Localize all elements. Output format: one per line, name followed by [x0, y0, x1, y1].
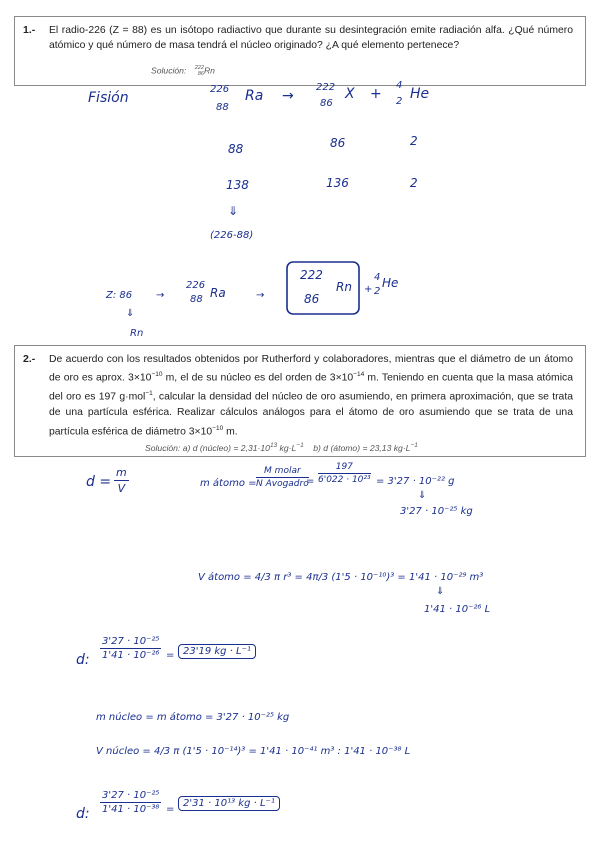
hw-avog-frac: $\frac{197}{\text{6'022 · 10²³}}$: [318, 462, 371, 485]
problem-number: 2.-: [23, 353, 36, 365]
hw-row-a-1: 86: [330, 136, 346, 150]
hw-res-g: = 3'27 · 10⁻²² g: [376, 476, 455, 487]
hw-ra2-sym: Ra: [210, 286, 226, 300]
problem-number: 1.-: [23, 24, 36, 36]
hw-down-3: ⇓: [418, 490, 427, 501]
hw-d-eq-2: d:: [76, 806, 90, 822]
hw-molar-frac: M molar N Avogadro: [256, 466, 309, 489]
hw-ra2-mass: 226: [186, 280, 206, 291]
problem-text: De acuerdo con los resultados obtenidos por Rutherford y colaboradores, mientras que el diámetro de un átomo de oro es aprox. $3\times 10^{-10}$ m, el de su núcleo es del orden de $3\times 10^{-14}$ m. Teniendo en cuenta que la masa atómica del oro es 197 g·mol$^{-1}$, calcular la densidad del núcleo de oro asumiendo, en primera aproximación, que se trata de una partícula esférica. Realizar cálculos análogos para el átomo de oro asumiendo que se trata de una partícula esférica de diámetro $3\times 10^{-10}$ m.: [49, 354, 573, 438]
hw-arrow: →: [282, 88, 294, 104]
hw-x-z: 86: [320, 98, 333, 109]
hw-down-2: ⇓: [126, 308, 135, 319]
hw-rn-mass: 222: [300, 268, 323, 282]
hw-d-def: d =: [86, 474, 112, 490]
hw-ra-mass: 226: [210, 84, 230, 95]
hw-m-nucleo: m núcleo = m átomo = 3'27 · 10⁻²⁵ kg: [96, 712, 290, 723]
hw-m-atomo: m átomo =: [200, 478, 257, 489]
hw-arrow-3: →: [256, 290, 265, 301]
hw-he2-mass: 4: [374, 272, 381, 283]
hw-x-sym: X: [345, 86, 355, 102]
hw-he2-sym: He: [382, 276, 399, 290]
hw-row-b-2: 2: [410, 176, 418, 190]
hw-d1-res: 23'19 kg · L⁻¹: [178, 644, 256, 659]
hw-d1-frac: $\frac{\text{3'27 · 10⁻²⁵}}{\text{1'41 · 10⁻²⁶}}$: [102, 636, 160, 661]
hw-eq-2: =: [166, 650, 175, 661]
hw-ra2-z: 88: [190, 294, 203, 305]
hw-v-atomo: V átomo = 4/3 π r³ = 4π/3 (1'5 · 10⁻¹⁰)³ = 1'41 · 10⁻²⁹ m³: [198, 572, 484, 583]
hw-row-b-1: 136: [326, 176, 349, 190]
problem-2-box: [14, 345, 586, 457]
problem-1-box: [14, 16, 586, 86]
solution: [151, 65, 215, 77]
solution: Solución: a) d (núcleo) = $2,31\cdot 10^{13}$ $kg\cdot L^{-1}$ b) d (átomo) = 23,13 $kg\cdot L^{-1}$: [145, 442, 418, 453]
hw-arrow-2: →: [156, 290, 165, 301]
hw-z-eq: Z: 86: [106, 290, 133, 301]
hw-rn: Rn: [130, 328, 144, 339]
hw-eq: =: [306, 476, 315, 487]
hw-fision: Fisión: [88, 90, 129, 106]
hw-v-nucleo: V núcleo = 4/3 π (1'5 · 10⁻¹⁴)³ = 1'41 · 10⁻⁴¹ m³ : 1'41 · 10⁻³⁸ L: [96, 746, 411, 757]
hw-down: ⇓: [228, 204, 239, 218]
hw-he-sym: He: [410, 86, 430, 102]
solution-z: 86: [197, 71, 204, 77]
hw-v-l: 1'41 · 10⁻²⁶ L: [424, 604, 491, 615]
hw-x-mass: 222: [316, 82, 336, 93]
hw-paren: (226-88): [210, 230, 254, 241]
solution-label: Solución:: [151, 65, 187, 76]
problem-text: El radio-226 (Z = 88) es un isótopo radiactivo que durante su desintegración emite radiación alfa. ¿Qué número atómico y qué número de masa tendrá el núcleo originado? ¿A qué elemento pertenece?: [49, 25, 573, 52]
solution-symbol: Rn: [203, 65, 215, 76]
hw-d2-res: 2'31 · 10¹³ kg · L⁻¹: [178, 796, 280, 811]
hw-m-over-v: $\frac{m}{V}$: [116, 466, 127, 495]
hw-plus: +: [370, 86, 382, 102]
hw-row-a-0: 88: [228, 142, 244, 156]
hw-res-kg: 3'27 · 10⁻²⁵ kg: [400, 506, 473, 517]
hw-he-mass: 4: [396, 80, 403, 91]
hw-d-eq: d:: [76, 652, 90, 668]
hw-d2-frac: $\frac{\text{3'27 · 10⁻²⁵}}{\text{1'41 · 10⁻³⁸}}$: [102, 790, 160, 815]
hw-eq-3: =: [166, 804, 175, 815]
hw-rn-z: 86: [304, 292, 320, 306]
hw-ra-sym: Ra: [245, 88, 264, 104]
hw-plus-2: +: [364, 284, 373, 295]
hw-ra-z: 88: [216, 102, 229, 113]
hw-he-z: 2: [396, 96, 403, 107]
solution-mass: 222: [194, 65, 204, 71]
hw-rn-sym: Rn: [336, 280, 352, 294]
hw-he2-z: 2: [374, 286, 381, 297]
hw-row-a-2: 2: [410, 134, 418, 148]
hw-row-b-0: 138: [226, 178, 249, 192]
hw-down-4: ⇓: [436, 586, 445, 597]
